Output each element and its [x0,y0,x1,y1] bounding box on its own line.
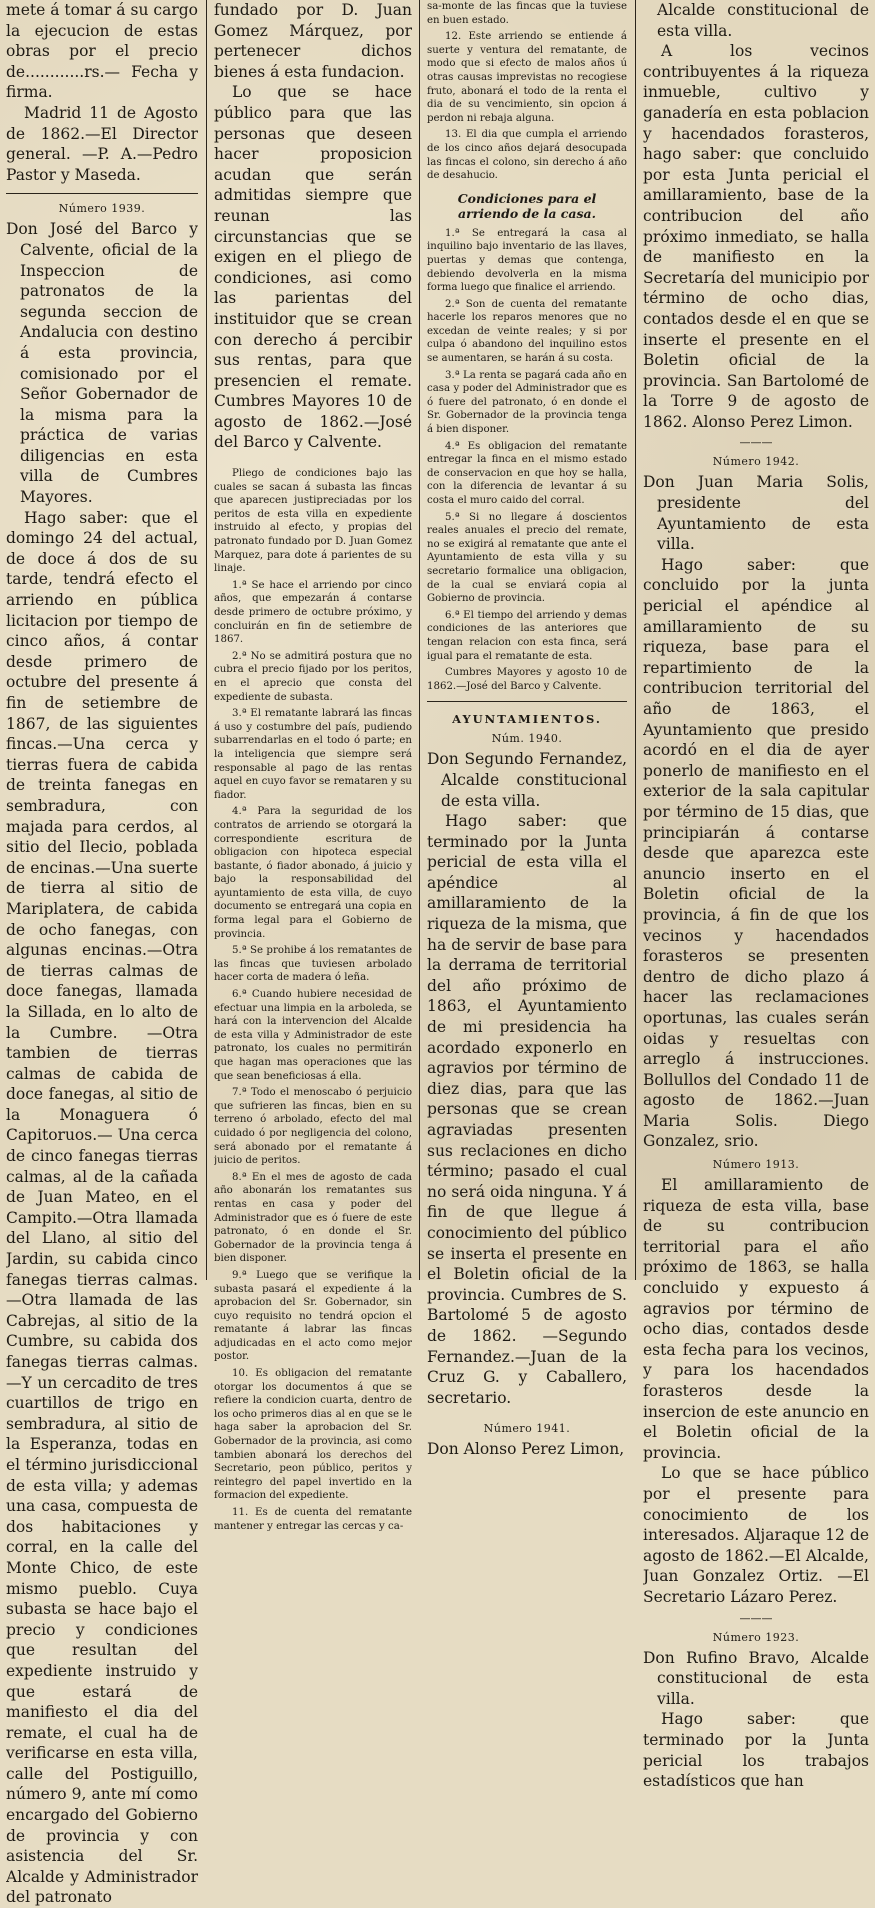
column-3 [427,0,627,1460]
conditions-list [214,579,412,1533]
notice-number: Número 1913. [712,1158,800,1172]
notice-body: A los vecinos contribuyentes á la riqueza inmueble, cultivo y ganadería en esta poblacion y hacendados forasteros, hago saber: que concluido por esta Junta pericial el amillaramiento, base de la contribucion del año próximo inmediato, se halla de manifiesto en la Secretaría del municipio por término de ocho dias, contados desde el en que se inserte el presente en el Boletin oficial de la provincia. San Bartolomé de la Torre 9 de agosto de 1862. Alonso Perez Limon. [643,42,869,431]
divider: ——— [739,436,773,450]
condition-item: Cumbres Mayores y agosto 10 de 1862.—José del Barco y Calvente. [427,667,627,692]
condition-item: 5.ª Se prohibe á los rematantes de las fincas que tuviesen arbolado hacer corta de madera ó leña. [214,945,412,984]
column-text: Alcalde constitucional de esta villa. [657,1,869,40]
notice-heading: Don Rufino Bravo, Alcalde constitucional de esta villa. [643,1648,869,1708]
column-text: sa-monte de las fincas que la tuviese en buen estado. [427,1,627,26]
notice-body: Hago saber: que terminado por la Junta pericial de esta villa el apéndice al amillaramiento de la riqueza de la misma, que ha de servir de base para la derrama de territorial del año próximo de 1863, el Ayuntamiento de mi presidencia ha acordado exponerlo en agravios por término de diez dias, para que las personas que se crean agraviadas presenten sus reclaciones en dicho término; pasado el cual no será oida ninguna. Y á fin de que llegue á conocimiento del público se inserta el presente en el Boletin oficial de la provincia. Cumbres de S. Bartolomé 5 de agosto de 1862. —Segundo Fernandez.—Juan de la Cruz G. y Caballero, secretario. [427,812,627,1407]
conditions-list [427,227,627,694]
condition-item: 8.ª En el mes de agosto de cada año abonarán los rematantes sus rentas en casa y poder del Administrador que es ó fuere de este patronato, ó en donde el Sr. Gobernador de la provincia tenga á bien disponer. [214,1171,412,1265]
notice-body: Lo que se hace público para que las personas que deseen hacer proposicion acudan que serán admitidas siempre que reunan las circunstancias que se exigen en el pliego de condiciones, asi como las parientas del instituidor que se crean con derecho á percibir sus rentas, para que presencien el remate. Cumbres Mayores 10 de agosto de 1862.—José del Barco y Calvente. [214,83,412,452]
condition-item: 1.ª Se hace el arriendo por cinco años, que empezarán á contarse desde primero de octubre próximo, y concluirán en fin de setiembre de 1867. [214,579,412,646]
condition-item: 6.ª El tiempo del arriendo y demas condiciones de las anteriores que tengan relacion con esta finca, será igual para el rematante de esta. [427,609,627,662]
notice-number: Número 1923. [712,1630,800,1644]
condition-item: 4.ª Para la seguridad de los contratos de arriendo se otorgará la correspondiente escritura de obligacion con hipoteca especial bastante, ó fiador abonado, á juicio y bajo la responsabilidad del ayuntamiento de esta villa, de cuyo documento se entregará una copia en forma legal para el Gobierno de provincia. [214,806,412,940]
column-rule [206,0,207,1280]
conditions-list [427,30,627,183]
notice-body: Hago saber: que terminado por la Junta pericial los trabajos estadísticos que han [643,1710,869,1791]
condition-item: 2.ª Son de cuenta del rematante hacerle los reparos menores que no excedan de veinte reales; y si por culpa ó abandono del inquilino estos se aumentaren, se harán á su costa. [427,298,627,365]
condition-item: 5.ª Si no llegare á doscientos reales anuales el precio del remate, no se exigirá al rematante que ante el Ayuntamiento de esta villa y su secretario formalice una obligacion, de la cual se enviará copia al Gobierno de provincia. [427,511,627,605]
notice-body: Hago saber: que concluido por la junta pericial el apéndice al amillaramiento de su riqueza, base para el repartimiento de la contribucion territorial del año de 1863, el Ayuntamiento que presido acordó en el dia de ayer ponerlo de manifiesto en el exterior de la sala capitular por término de 15 dias, que principiarán á contarse desde que aparezca este anuncio inserto en el Boletin oficial de la provincia, á fin de que los vecinos y hacendados forasteros se presenten dentro de dicho plazo á hacer las reclamaciones oportunas, las cuales serán oidas y resueltas con arreglo á instrucciones. Bollullos del Condado 11 de agosto de 1862.—Juan Maria Solis. Diego Gonzalez, srio. [643,555,869,1151]
notice-number: Número 1939. [58,202,146,216]
signature-line: Madrid 11 de Agosto de 1862.—El Director general. —P. A.—Pedro Pastor y Maseda. [6,103,198,184]
condition-item: 10. Es obligacion del rematante otorgar los documentos á que se refiere la condicion cuarta, dentro de los ocho primeros dias al en que se le haga saber la aprobacion del Sr. Gobernador de la provincia, asi como tambien abonará los derechos del Secretario, peon público, peritos y reintegro del papel invertido en la formacion del expediente. [214,1368,412,1502]
condition-item: 7.ª Todo el menoscabo ó perjuicio que sufrieren las fincas, bien en su terreno ó arbolado, efecto del mal cuidado ó por negligencia del colono, será abonado por el rematante á juicio de peritos. [214,1087,412,1167]
condition-item: 13. El dia que cumpla el arriendo de los cinco años dejará desocupada las fincas el colono, sin derecho á año de desahucio. [427,129,627,182]
condition-item: 3.ª El rematante labrará las fincas á uso y costumbre del país, pudiendo subarrendarlas en el todo ó parte; en la inteligencia que siempre será responsable al pago de las rentas aquel en cuyo favor se remataren y su fiador. [214,708,412,801]
condition-item: 12. Este arriendo se entiende á suerte y ventura del rematante, de modo que si efecto de malos años ú otras causas imprevistas no recogiese fruto, abonará el todo de la renta el dia de su vencimiento, sin opcion á perdon ni rebaja alguna. [427,31,627,124]
section-heading: AYUNTAMIENTOS. [452,712,602,727]
notice-heading: Don Juan Maria Solis, presidente del Ayuntamiento de esta villa. [643,473,869,554]
notice-heading: Don Segundo Fernandez, Alcalde constitucional de esta villa. [427,750,627,810]
conditions-intro: Pliego de condiciones bajo las cuales se sacan á subasta las fincas que aparecen justipreciadas por los peritos de esta villa en expediente instruido al efecto, y propias del patronato fundado por D. Juan Gomez Marquez, para dote á parientes de su linaje. [214,468,412,575]
notice-number: Número 1942. [712,455,800,469]
condition-item: 1.ª Se entregará la casa al inquilino bajo inventario de las llaves, puertas y demas que contenga, debiendo devolverla en la misma forma luego que finalice el arriendo. [427,227,627,294]
condition-item: 11. Es de cuenta del rematante mantener y entregar las cercas y ca- [214,1507,412,1532]
condition-item: 9.ª Luego que se verifique la subasta pasará el expediente á la aprobacion del Sr. Gobernador, sin cuyo requisito no tendrá opcion el rematante á labrar las fincas adjudicadas en el acto como mejor postor. [214,1269,412,1363]
section-title: Condiciones para el arriendo de la casa. [457,190,597,221]
condition-item: 6.ª Cuando hubiere necesidad de efectuar una limpia en la arboleda, se hará con la intervencion del Alcalde de esta villa y Administrador de este patronato, los cuales no permitirán que hagan mas operaciones que las que sean beneficiosas á ella. [214,989,412,1082]
column-rule [635,0,636,1280]
condition-item: 4.ª Es obligacion del rematante entregar la finca en el mismo estado de conservacion en que hoy se halla, con la diferencia de levantar á su costa el muro caido del corral. [427,440,627,506]
condition-item: 3.ª La renta se pagará cada año en casa y poder del Administrador que es ó fuere del patronato, ó en donde el Sr. Gobernador de la provincia tenga á bien disponer. [427,369,627,436]
column-1 [6,0,198,1908]
divider [6,193,198,194]
divider: ——— [739,1611,773,1625]
notice-heading: Don José del Barco y Calvente, oficial de la Inspeccion de patronatos de la segunda seccion de Andalucia con destino á esta provincia, comisionado por el Señor Gobernador de la misma para la práctica de varias diligencias en esta villa de Cumbres Mayores. [6,220,198,507]
notice-number: Núm. 1940. [491,732,563,746]
column-4 [643,0,869,1792]
notice-body: El amillaramiento de riqueza de esta villa, base de su contribucion territorial para el año próximo de 1863, se halla concluido y expuesto á agravios por término de ocho dias, contados desde esta fecha para los vecinos, y para los hacendados forasteros desde la insercion de este anuncio en el Boletin oficial de la provincia. [643,1176,869,1462]
notice-heading: Don Alonso Perez Limon, [427,1440,625,1459]
column-text: mete á tomar á su cargo la ejecucion de estas obras por el precio de............rs.— Fecha y firma. [6,1,198,102]
notice-body: Lo que se hace público por el presente para conocimiento de los interesados. Aljaraque 12 de agosto de 1862.—El Alcalde, Juan Gonzalez Ortiz. —El Secretario Lázaro Perez. [643,1464,869,1606]
column-rule [419,0,420,1280]
column-2 [214,0,412,1533]
notice-body: Hago saber: que el domingo 24 del actual, de doce á dos de su tarde, tendrá efecto el arriendo en pública licitacion por tiempo de cinco años, á contar desde primero de octubre del presente á fin de setiembre de 1867, de las siguientes fincas.—Una cerca y tierras fuera de cabida de treinta fanegas en sembradura, con majada para cerdos, al sitio del Ilecio, poblada de encinas.—Una suerte de tierra al sitio de Mariplatera, de cabida de ocho fanegas, con algunas encinas.—Otra de tierras calmas de doce fanegas, llamada la Sillada, en lo alto de la Cumbre. —Otra tambien de tierras calmas de cabida de doce fanegas, al sitio de la Monaguera ó Capitoruos.— Una cerca de cinco fanegas tierras calmas, al de la cañada de Juan Mateo, en el Campito.—Otra llamada del Llano, al sitio del Jardin, su cabida cinco fanegas tierras calmas. —Otra llamada de las Cabrejas, al sitio de la Cumbre, su cabida dos fanegas tierras calmas.—Y un cercadito de tres cuartillos de trigo en sembradura, al sitio de la Esperanza, todas en el término jurisdiccional de esta villa; y ademas una casa, compuesta de dos habitaciones y corral, en la calle del Monte Chico, de este mismo pueblo. Cuya subasta se hace bajo el precio y condiciones que resultan del expediente instruido y que estará de manifiesto el dia del remate, el cual ha de verificarse en esta villa, calle del Postiguillo, número 9, ante mí como encargado del Gobierno de provincia y con asistencia del Sr. Alcalde y Administrador del patronato [6,508,198,1907]
condition-item: 2.ª No se admitirá postura que no cubra el precio fijado por los peritos, en el aprecio que consta del expediente de subasta. [214,650,412,703]
notice-number: Número 1941. [483,1422,571,1436]
column-text: fundado por D. Juan Gomez Márquez, por pertenecer dichos bienes á esta fundacion. [214,1,412,81]
divider [427,701,627,702]
